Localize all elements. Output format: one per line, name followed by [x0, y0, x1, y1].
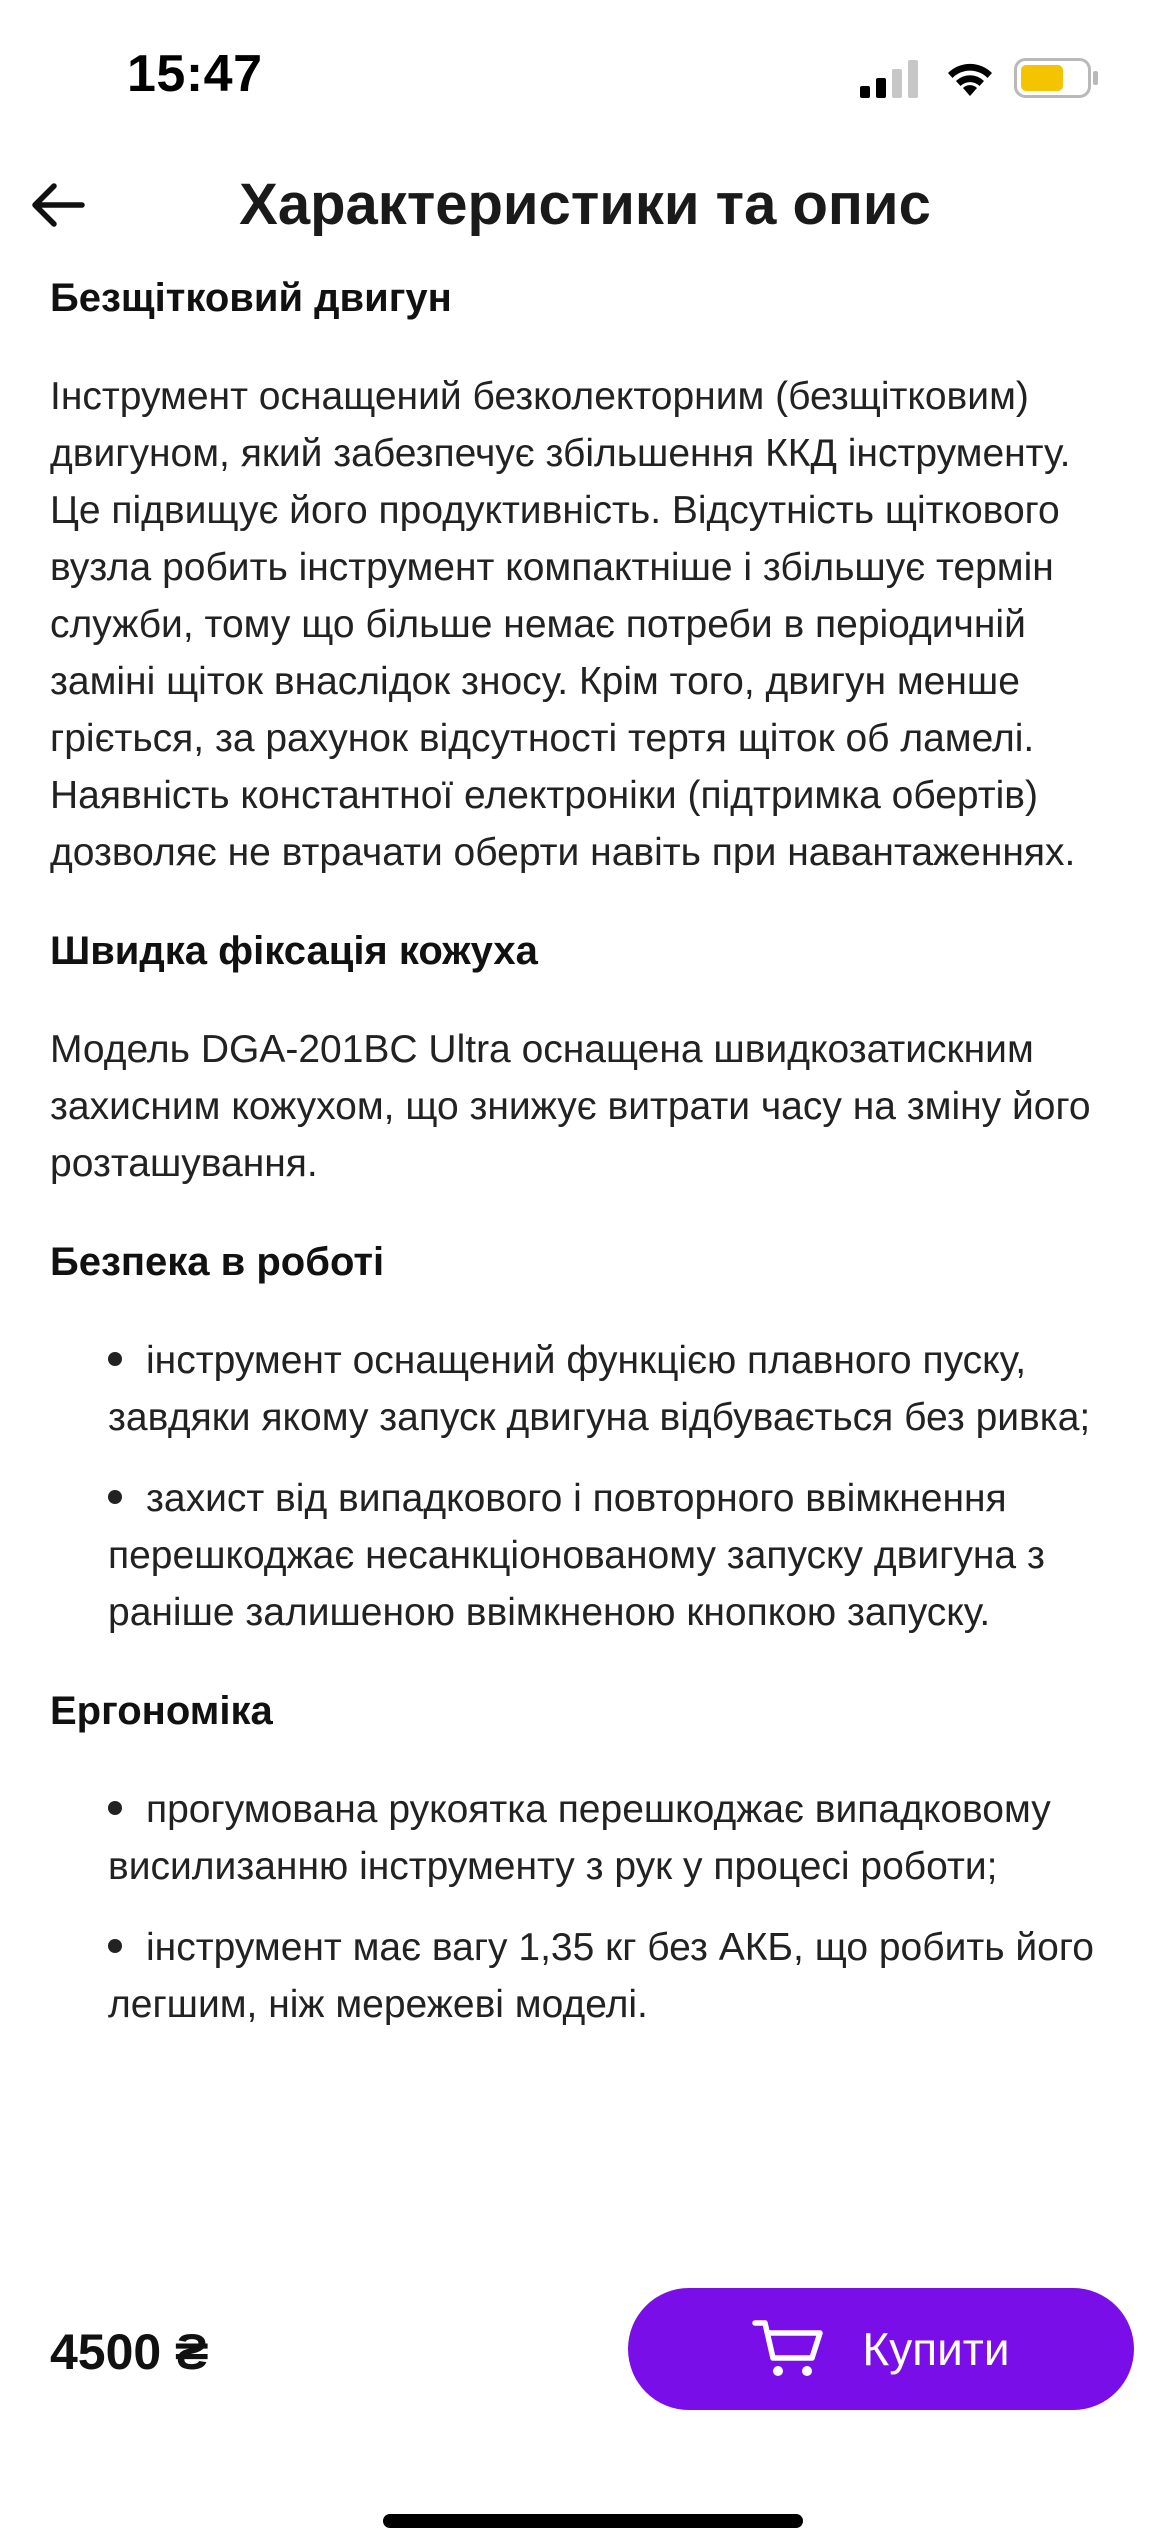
buy-button[interactable]: [628, 2288, 1134, 2410]
battery-icon: [1014, 58, 1100, 98]
safety-list: [50, 1332, 1130, 1641]
status-time: 15:47: [127, 45, 263, 103]
section-heading-safety: Безпека в роботі: [50, 1240, 385, 1284]
list-item-text: інструмент має вагу 1,35 кг без АКБ, що робить його легшим, ніж мережеві моделі.: [108, 1926, 1094, 2026]
section-paragraph-brushless-motor: Інструмент оснащений безколекторним (безщітковим) двигуном, який забезпечує збільшення ККД інструменту. Це підвищує його продуктивність. Відсутність щіткового вузла робить інструмент компактніше і збільшує термін служби, тому що більше немає потреби в періодичній заміні щіток внаслідок зносу. Крім того, двигун менше гріється, за рахунок відсутності тертя щіток об ламелі. Наявність константної електроніки (підтримка обертів) дозволяє не втрачати оберти навіть при навантаженнях.: [50, 375, 1076, 874]
buy-button-label: Купити: [862, 2323, 1010, 2375]
bullet-icon: [108, 1801, 122, 1815]
list-item-text: захист від випадкового і повторного ввімкнення перешкоджає несанкціонованому запуску двигуна з раніше залишеною ввімкненою кнопкою запуску.: [108, 1477, 1045, 1634]
bottom-bar: [0, 2280, 1170, 2532]
page-title: Характеристики та опис: [239, 172, 931, 237]
list-item-text: прогумована рукоятка перешкоджає випадковому висилизанню інструменту з рук у процесі роботи;: [108, 1788, 1051, 1888]
section-heading-brushless-motor: Безщітковий двигун: [50, 276, 452, 320]
status-bar: [0, 0, 1170, 150]
section-heading-quick-guard: Швидка фіксація кожуха: [50, 929, 538, 973]
ergonomics-list: [50, 1781, 1130, 2033]
wifi-icon: [944, 58, 996, 98]
description-content: [50, 268, 1130, 2073]
section-heading-ergonomics: Ергономіка: [50, 1689, 273, 1733]
bullet-icon: [108, 1490, 122, 1504]
list-item-text: інструмент оснащений функцією плавного пуску, завдяки якому запуск двигуна відбувається без ривка;: [108, 1339, 1091, 1439]
list-item: [108, 1332, 1130, 1446]
list-item: [108, 1919, 1130, 2033]
bullet-icon: [108, 1352, 122, 1366]
list-item: [108, 1781, 1130, 1895]
home-indicator: [383, 2514, 803, 2528]
header: [0, 150, 1170, 260]
bullet-icon: [108, 1939, 122, 1953]
section-paragraph-quick-guard: Модель DGA-201BC Ultra оснащена швидкозатискним захисним кожухом, що знижує витрати часу на зміну його розташування.: [50, 1028, 1091, 1185]
cart-icon: [752, 2318, 826, 2380]
cellular-signal-icon: [860, 60, 918, 98]
list-item: [108, 1470, 1130, 1641]
price: 4500 ₴: [50, 2324, 209, 2380]
